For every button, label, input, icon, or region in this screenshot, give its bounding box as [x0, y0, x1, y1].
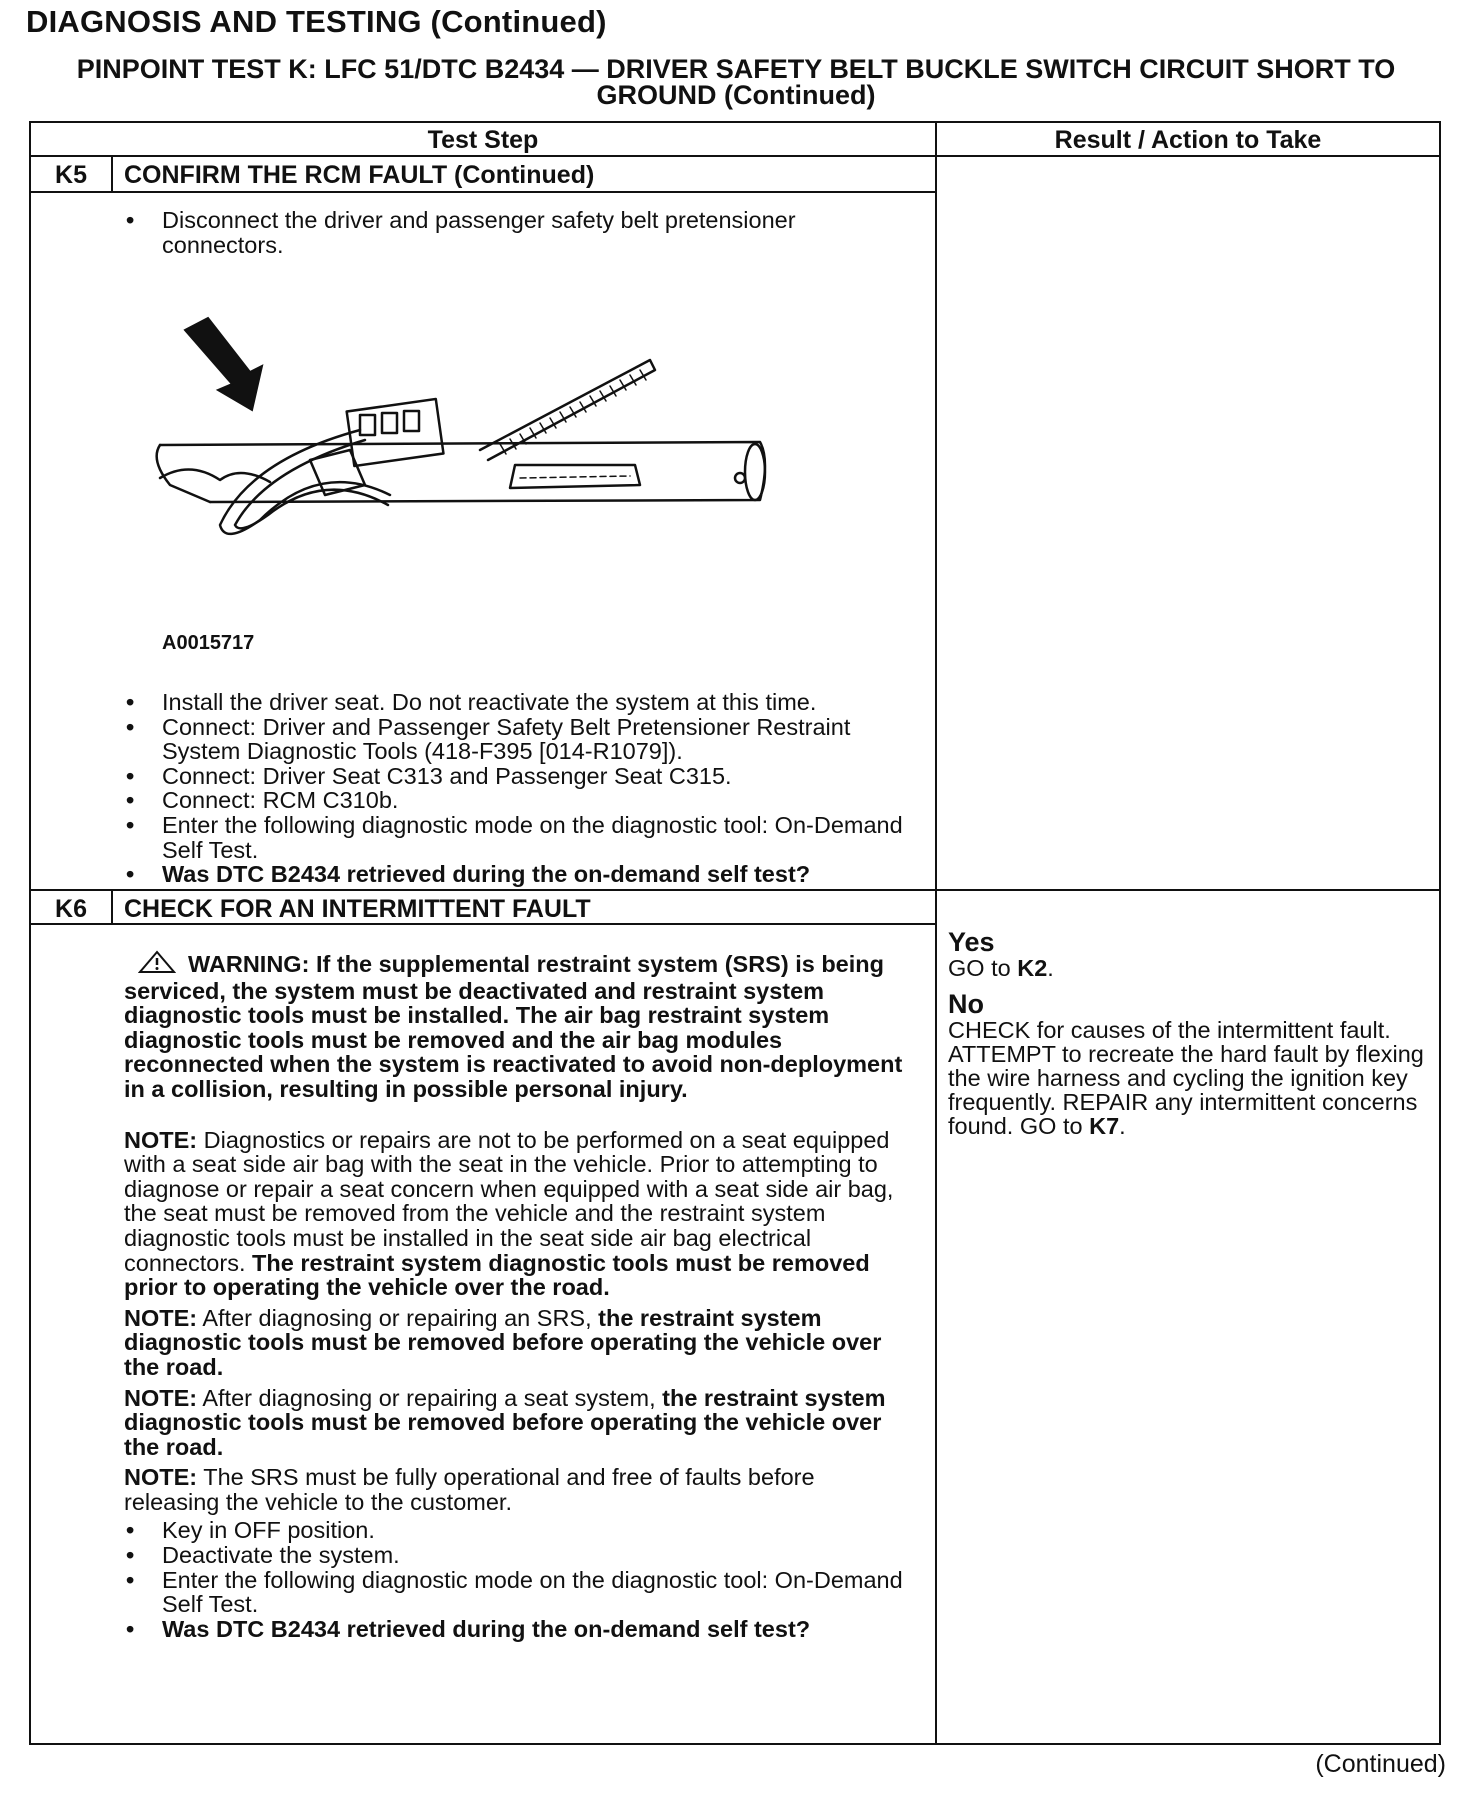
note-4	[124, 1465, 914, 1514]
warning-text: If the supplemental restraint system (SRS) is being serviced, the system must be deactivated and restraint system diagnostic tools must be installed. The air bag restraint system diagnostic tools must be removed and the air bag modules reconnected when the system is reactivated to avoid non-deployment in a collision, resulting in possible personal injury.	[124, 951, 903, 1102]
warning-icon	[138, 950, 176, 979]
result-yes-label: Yes	[948, 927, 995, 957]
k6-instructions	[124, 950, 914, 1641]
note-3	[124, 1386, 914, 1460]
continued-footer: (Continued)	[1315, 1750, 1446, 1778]
list-item: • Connect: Driver and Passenger Safety Belt Pretensioner Restraint System Diagnostic Tools (418-F395 [014-R1079]).	[124, 715, 904, 764]
k6-steps-list	[124, 1518, 914, 1641]
note-2	[124, 1306, 914, 1380]
result-no-action	[948, 1018, 1434, 1138]
note-label: NOTE:	[124, 1304, 198, 1331]
result-yes-action	[948, 956, 1434, 980]
list-item: • Disconnect the driver and passenger safety belt pretensioner connectors.	[124, 208, 884, 257]
warning-label: WARNING:	[188, 951, 310, 977]
column-header-result: Result / Action to Take	[1054, 126, 1322, 154]
step-title-k5: CONFIRM THE RCM FAULT (Continued)	[124, 161, 595, 189]
note-1	[124, 1128, 914, 1300]
note-emphasis: The restraint system diagnostic tools must be removed prior to operating the vehicle over the road.	[124, 1249, 870, 1301]
list-item: • Enter the following diagnostic mode on the diagnostic tool: On-Demand Self Test.	[124, 813, 904, 862]
list-item: • Connect: RCM C310b.	[124, 788, 904, 813]
test-title-line-1: PINPOINT TEST K: LFC 51/DTC B2434 — DRIVER SAFETY BELT BUCKLE SWITCH CIRCUIT SHORT TO	[76, 54, 1396, 84]
step-id-k6: K6	[55, 895, 87, 923]
note-text: After diagnosing or repairing a seat system,	[202, 1384, 656, 1411]
page-title: DIAGNOSIS AND TESTING (Continued)	[26, 4, 607, 39]
note-text: After diagnosing or repairing an SRS,	[202, 1304, 592, 1331]
result-no-step: K7	[1089, 1113, 1120, 1139]
step-id-k5: K5	[55, 161, 87, 189]
result-yes-suffix: .	[1047, 955, 1054, 981]
k6-result	[948, 928, 1434, 1138]
result-yes-prefix: GO to	[948, 955, 1011, 981]
list-item: • Install the driver seat. Do not reactivate the system at this time.	[124, 690, 904, 715]
note-text: Diagnostics or repairs are not to be performed on a seat equipped with a seat side air bag with the seat in the vehicle. Prior to attempting to diagnose or repair a seat concern when equipped with a seat side air bag, the seat must be removed from the vehicle and the restraint system diagnostic tools must be installed in the seat side air bag electrical connectors.	[124, 1126, 894, 1276]
test-title-line-2: GROUND (Continued)	[596, 80, 876, 110]
step-title-k6: CHECK FOR AN INTERMITTENT FAULT	[124, 895, 591, 923]
step-question: • Was DTC B2434 retrieved during the on-demand self test?	[124, 1617, 914, 1642]
note-emphasis: the restraint system diagnostic tools must be removed before operating the vehicle over the road.	[124, 1384, 886, 1460]
pretensioner-connector-figure	[150, 310, 790, 560]
result-yes-step: K2	[1017, 955, 1048, 981]
list-item: • Key in OFF position.	[124, 1518, 914, 1543]
note-label: NOTE:	[124, 1464, 198, 1491]
result-no-label: No	[948, 989, 984, 1019]
k5-steps-list	[124, 690, 904, 887]
list-item: • Enter the following diagnostic mode on the diagnostic tool: On-Demand Self Test.	[124, 1568, 914, 1617]
warning-block	[124, 950, 914, 1102]
figure-caption: A0015717	[162, 632, 255, 654]
list-item: • Deactivate the system.	[124, 1543, 914, 1568]
note-text: The SRS must be fully operational and free of faults before releasing the vehicle to the customer.	[124, 1464, 815, 1515]
column-header-test-step: Test Step	[427, 126, 539, 154]
note-emphasis: the restraint system diagnostic tools must be removed before operating the vehicle over the road.	[124, 1304, 882, 1380]
result-no-text: CHECK for causes of the intermittent fault. ATTEMPT to recreate the hard fault by flexing the wire harness and cycling the ignition key frequently. REPAIR any intermittent concerns found. GO to	[948, 1017, 1424, 1139]
step-question: • Was DTC B2434 retrieved during the on-demand self test?	[124, 862, 904, 887]
note-label: NOTE:	[124, 1384, 198, 1411]
note-label: NOTE:	[124, 1126, 198, 1153]
result-no-suffix: .	[1119, 1113, 1126, 1139]
k5-intro-list	[124, 208, 884, 257]
list-item: • Connect: Driver Seat C313 and Passenger Seat C315.	[124, 764, 904, 789]
